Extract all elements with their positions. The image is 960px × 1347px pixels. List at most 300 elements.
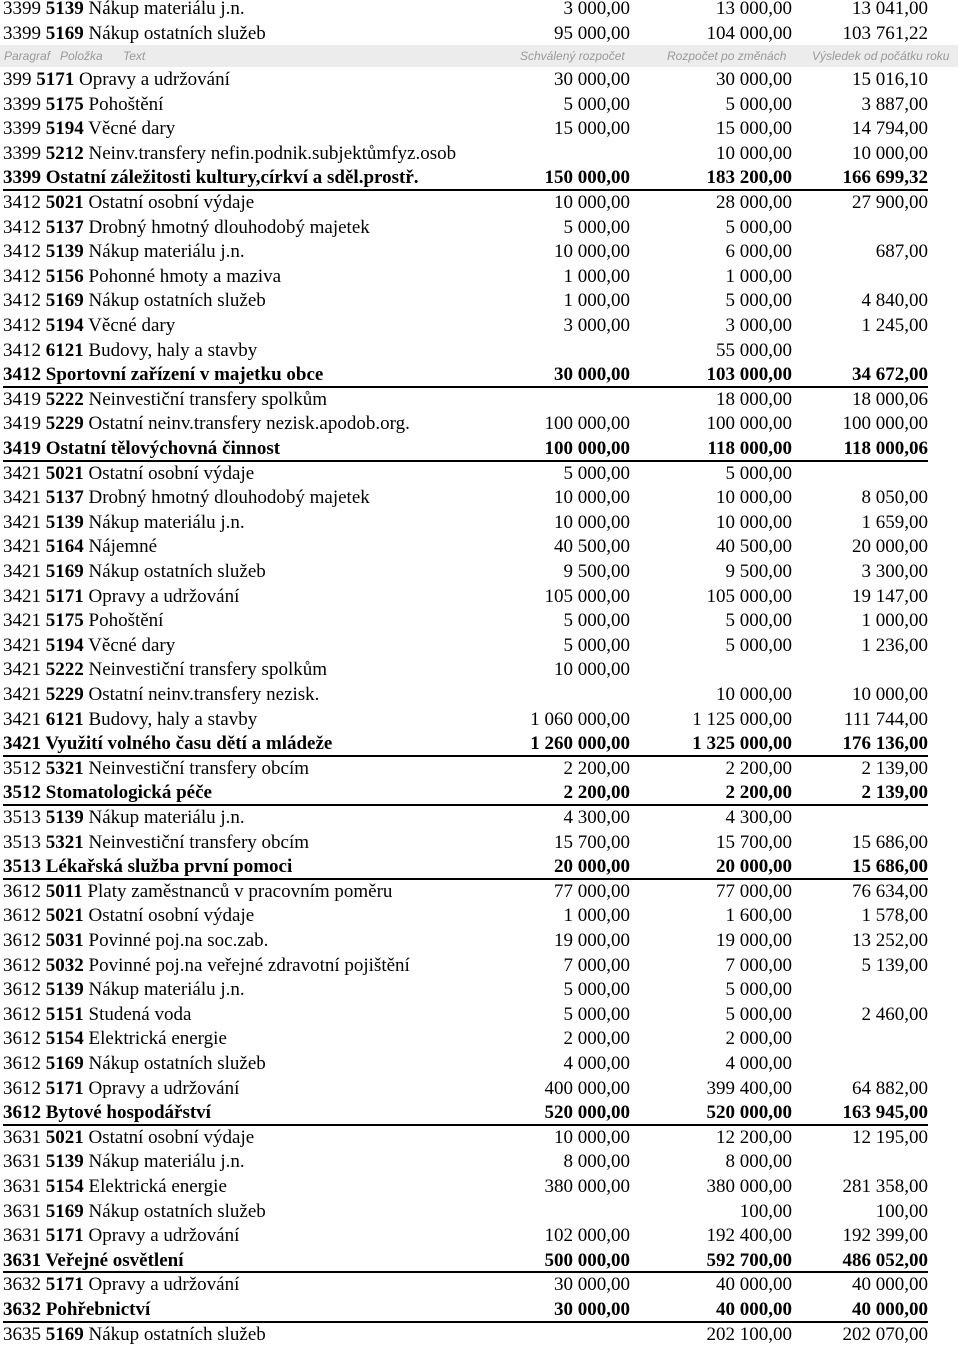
schvaleny-rozpocet-value: 10 000,00 — [554, 487, 630, 509]
row-code — [3, 22, 266, 46]
paragraf-code: 3412 — [3, 290, 41, 312]
paragraf-code: 3399 — [3, 22, 41, 44]
row-text: Nákup ostatních služeb — [88, 561, 266, 582]
schvaleny-rozpocet-value: 4 000,00 — [563, 1053, 630, 1074]
paragraf-code: 3632 — [3, 1274, 41, 1296]
schvaleny-rozpocet-value: 100 000,00 — [544, 438, 630, 459]
vysledek-value: 13 252,00 — [852, 930, 928, 951]
schvaleny-rozpocet-value: 19 000,00 — [554, 930, 630, 951]
row-code — [3, 1298, 150, 1322]
row-text: Pohoštění — [88, 93, 164, 115]
row-text: Budovy, haly a stavby — [88, 339, 258, 361]
schvaleny-rozpocet-value: 5 000,00 — [563, 462, 630, 484]
row-code — [3, 511, 245, 535]
table-row — [0, 22, 960, 47]
row-text: Věcné dary — [88, 634, 176, 656]
rozpocet-po-zmenach-value: 100,00 — [739, 1200, 792, 1222]
schvaleny-rozpocet-value: 2 200,00 — [563, 782, 630, 804]
rozpocet-po-zmenach-value: 10 000,00 — [716, 511, 792, 533]
row-text: Drobný hmotný dlouhodobý majetek — [88, 487, 370, 509]
polozka-code: 5021 — [45, 1126, 84, 1148]
table-row — [0, 142, 960, 167]
vysledek-value: 27 900,00 — [852, 192, 928, 213]
polozka-code: 5169 — [45, 290, 84, 312]
row-code — [3, 585, 239, 609]
vysledek-value: 166 699,32 — [842, 167, 928, 189]
row-text: Pohonné hmoty a maziva — [88, 265, 282, 287]
polozka-code: 6121 — [45, 339, 84, 361]
table-row — [0, 462, 960, 487]
paragraf-code: 3631 — [3, 1249, 41, 1271]
schvaleny-rozpocet-value: 520 000,00 — [544, 1102, 630, 1124]
schvaleny-rozpocet-value: 9 500,00 — [563, 561, 630, 582]
row-text: Nákup materiálu j.n. — [88, 1151, 245, 1173]
paragraf-code: 3612 — [3, 979, 41, 1001]
rozpocet-po-zmenach-value: 9 500,00 — [725, 561, 792, 582]
vysledek-value: 40 000,00 — [852, 1274, 928, 1296]
header-vysledek: Výsledek od počátku roku — [812, 49, 950, 63]
row-code — [3, 781, 212, 805]
paragraf-code: 3412 — [3, 216, 41, 238]
row-code — [3, 0, 245, 21]
vysledek-value: 15 686,00 — [852, 831, 928, 853]
row-text: Neinvestiční transfery spolkům — [88, 659, 328, 681]
paragraf-code: 3631 — [3, 1225, 41, 1247]
table-row — [0, 191, 960, 216]
row-text: Využití volného času dětí a mládeže — [45, 733, 333, 755]
polozka-code: 5021 — [45, 462, 84, 484]
row-code — [3, 757, 309, 781]
schvaleny-rozpocet-value: 5 000,00 — [563, 1003, 630, 1025]
rozpocet-po-zmenach-value: 18 000,00 — [716, 388, 792, 410]
vysledek-value: 64 882,00 — [852, 1077, 928, 1099]
row-text: Opravy a udržování — [88, 1225, 240, 1247]
polozka-code: 5175 — [45, 610, 84, 632]
paragraf-code: 3631 — [3, 1200, 41, 1222]
row-code — [3, 68, 230, 92]
paragraf-code: 3421 — [3, 659, 41, 681]
row-code — [3, 388, 327, 412]
table-row — [0, 978, 960, 1003]
polozka-code: 5139 — [45, 979, 84, 1001]
row-code — [3, 880, 392, 904]
row-code — [3, 560, 266, 584]
table-row — [0, 1175, 960, 1200]
schvaleny-rozpocet-value: 4 300,00 — [563, 807, 630, 828]
rozpocet-po-zmenach-value: 7 000,00 — [725, 954, 792, 976]
row-code — [3, 1077, 239, 1101]
table-row — [0, 117, 960, 142]
schvaleny-rozpocet-value: 1 000,00 — [563, 290, 630, 312]
table-row — [0, 289, 960, 314]
table-row — [0, 831, 960, 856]
row-code — [3, 117, 175, 141]
paragraf-code: 3631 — [3, 1151, 41, 1173]
paragraf-code: 3421 — [3, 733, 41, 755]
summary-row — [0, 437, 960, 462]
schvaleny-rozpocet-value: 1 060 000,00 — [530, 708, 630, 730]
schvaleny-rozpocet-value: 10 000,00 — [554, 241, 630, 263]
row-text: Nákup materiálu j.n. — [88, 979, 245, 1001]
polozka-code: 5171 — [45, 1077, 84, 1099]
row-text: Opravy a udržování — [88, 1077, 240, 1099]
rozpocet-po-zmenach-value: 10 000,00 — [716, 487, 792, 509]
polozka-code: 5229 — [45, 413, 84, 435]
row-text: Studená voda — [88, 1003, 192, 1025]
vysledek-value: 687,00 — [875, 241, 928, 263]
table-row — [0, 1150, 960, 1175]
paragraf-code: 3412 — [3, 315, 41, 336]
row-text: Platy zaměstnanců v pracovním poměru — [87, 880, 393, 902]
table-row — [0, 806, 960, 831]
rozpocet-po-zmenach-value: 5 000,00 — [725, 290, 792, 312]
row-text: Elektrická energie — [88, 1028, 227, 1050]
schvaleny-rozpocet-value: 105 000,00 — [544, 585, 630, 607]
schvaleny-rozpocet-value: 2 000,00 — [563, 1028, 630, 1050]
paragraf-code: 3612 — [3, 1077, 41, 1099]
row-text: Pohoštění — [88, 610, 164, 632]
rozpocet-po-zmenach-value: 1 125 000,00 — [692, 708, 792, 730]
schvaleny-rozpocet-value: 380 000,00 — [544, 1176, 630, 1197]
rozpocet-po-zmenach-value: 20 000,00 — [716, 856, 792, 878]
polozka-code: 5164 — [45, 536, 84, 558]
rozpocet-po-zmenach-value: 520 000,00 — [706, 1102, 792, 1124]
schvaleny-rozpocet-value: 10 000,00 — [554, 511, 630, 533]
schvaleny-rozpocet-value: 30 000,00 — [554, 1274, 630, 1296]
row-text: Nákup materiálu j.n. — [88, 241, 245, 263]
row-text: Sportovní zařízení v majetku obce — [45, 364, 324, 386]
paragraf-code: 3421 — [3, 610, 41, 632]
rozpocet-po-zmenach-value: 5 000,00 — [725, 634, 792, 656]
row-text: Neinv.transfery nefin.podnik.subjektůmfyz.osob — [88, 142, 457, 164]
row-code — [3, 658, 327, 682]
table-row — [0, 929, 960, 954]
paragraf-code: 3513 — [3, 807, 41, 828]
rozpocet-po-zmenach-value: 5 000,00 — [725, 462, 792, 484]
row-text: Neinvestiční transfery obcím — [88, 831, 310, 853]
rozpocet-po-zmenach-value: 192 400,00 — [706, 1225, 792, 1247]
paragraf-code: 3412 — [3, 364, 41, 386]
row-code — [3, 1273, 239, 1297]
vysledek-value: 14 794,00 — [852, 118, 928, 140]
row-code — [3, 1126, 254, 1150]
rozpocet-po-zmenach-value: 77 000,00 — [716, 880, 792, 902]
polozka-code: 5171 — [36, 69, 75, 90]
paragraf-code: 3632 — [3, 1299, 41, 1320]
rozpocet-po-zmenach-value: 13 000,00 — [716, 0, 792, 19]
paragraf-code: 399 — [3, 69, 32, 90]
rozpocet-po-zmenach-value: 30 000,00 — [716, 69, 792, 90]
polozka-code: 5321 — [45, 831, 84, 853]
polozka-code: 5222 — [45, 388, 84, 410]
polozka-code: 5321 — [45, 757, 84, 779]
row-text: Nákup materiálu j.n. — [88, 0, 245, 19]
schvaleny-rozpocet-value: 10 000,00 — [554, 659, 630, 681]
vysledek-value: 13 041,00 — [852, 0, 928, 19]
schvaleny-rozpocet-value: 102 000,00 — [544, 1225, 630, 1247]
paragraf-code: 3412 — [3, 265, 41, 287]
vysledek-value: 5 139,00 — [861, 954, 928, 976]
schvaleny-rozpocet-value: 3 000,00 — [563, 315, 630, 336]
summary-row — [0, 1101, 960, 1126]
polozka-code: 5194 — [45, 634, 84, 656]
paragraf-code: 3399 — [3, 142, 41, 164]
vysledek-value: 1 236,00 — [861, 634, 928, 656]
row-text: Opravy a udržování — [79, 69, 230, 90]
row-code — [3, 191, 254, 215]
paragraf-code: 3399 — [3, 0, 41, 19]
vysledek-value: 3 887,00 — [861, 93, 928, 115]
paragraf-code: 3421 — [3, 684, 41, 705]
vysledek-value: 20 000,00 — [852, 536, 928, 558]
schvaleny-rozpocet-value: 2 200,00 — [563, 757, 630, 779]
polozka-code: 5032 — [45, 954, 84, 976]
schvaleny-rozpocet-value: 30 000,00 — [554, 69, 630, 90]
vysledek-value: 1 659,00 — [861, 511, 928, 533]
row-code — [3, 1323, 266, 1347]
table-row — [0, 93, 960, 118]
vysledek-value: 3 300,00 — [861, 561, 928, 582]
vysledek-value: 15 016,10 — [852, 69, 928, 90]
rozpocet-po-zmenach-value: 2 200,00 — [725, 757, 792, 779]
polozka-code: 5169 — [45, 22, 84, 44]
vysledek-value: 202 070,00 — [842, 1323, 928, 1345]
column-header-bar — [0, 45, 958, 67]
row-code — [3, 954, 410, 978]
table-row — [0, 265, 960, 290]
row-code — [3, 486, 370, 510]
polozka-code: 5169 — [45, 1200, 84, 1222]
rozpocet-po-zmenach-value: 105 000,00 — [706, 585, 792, 607]
schvaleny-rozpocet-value: 8 000,00 — [563, 1151, 630, 1173]
schvaleny-rozpocet-value: 5 000,00 — [563, 216, 630, 238]
rozpocet-po-zmenach-value: 12 200,00 — [716, 1126, 792, 1148]
polozka-code: 5151 — [45, 1003, 84, 1025]
paragraf-code: 3399 — [3, 167, 41, 189]
table-row — [0, 880, 960, 905]
polozka-code: 5212 — [45, 142, 84, 164]
polozka-code: 5154 — [45, 1028, 84, 1050]
rozpocet-po-zmenach-value: 1 000,00 — [725, 265, 792, 287]
summary-row — [0, 1249, 960, 1274]
rozpocet-po-zmenach-value: 592 700,00 — [706, 1249, 792, 1271]
row-text: Stomatologická péče — [45, 782, 212, 804]
polozka-code: 5169 — [45, 1053, 84, 1074]
header-schvaleny-rozpocet: Schválený rozpočet — [520, 49, 625, 63]
vysledek-value: 281 358,00 — [842, 1176, 928, 1197]
polozka-code: 5169 — [45, 561, 84, 582]
rozpocet-po-zmenach-value: 15 700,00 — [716, 831, 792, 853]
schvaleny-rozpocet-value: 15 000,00 — [554, 118, 630, 140]
polozka-code: 5021 — [45, 192, 84, 213]
schvaleny-rozpocet-value: 20 000,00 — [554, 856, 630, 878]
rozpocet-po-zmenach-value: 104 000,00 — [706, 22, 792, 44]
row-text: Nákup ostatních služeb — [88, 1200, 266, 1222]
row-code — [3, 339, 257, 363]
table-row — [0, 1077, 960, 1102]
rozpocet-po-zmenach-value: 8 000,00 — [725, 1151, 792, 1173]
vysledek-value: 40 000,00 — [852, 1299, 928, 1320]
row-text: Veřejné osvětlení — [45, 1249, 184, 1271]
table-row — [0, 1323, 960, 1347]
polozka-code: 5171 — [45, 1225, 84, 1247]
paragraf-code: 3612 — [3, 905, 41, 927]
row-code — [3, 1027, 227, 1051]
vysledek-value: 4 840,00 — [861, 290, 928, 312]
vysledek-value: 2 460,00 — [861, 1003, 928, 1025]
rozpocet-po-zmenach-value: 28 000,00 — [716, 192, 792, 213]
table-row — [0, 412, 960, 437]
table-row — [0, 1052, 960, 1077]
row-text: Bytové hospodářství — [45, 1102, 211, 1124]
polozka-code: 5171 — [45, 585, 84, 607]
polozka-code: 6121 — [45, 708, 84, 730]
row-text: Nájemné — [88, 536, 158, 558]
row-code — [3, 142, 456, 166]
polozka-code: 5139 — [45, 807, 84, 828]
paragraf-code: 3635 — [3, 1323, 41, 1345]
vysledek-value: 163 945,00 — [842, 1102, 928, 1124]
row-code — [3, 732, 332, 756]
paragraf-code: 3421 — [3, 585, 41, 607]
schvaleny-rozpocet-value: 150 000,00 — [544, 167, 630, 189]
row-code — [3, 1200, 266, 1224]
paragraf-code: 3419 — [3, 438, 41, 459]
rozpocet-po-zmenach-value: 15 000,00 — [716, 118, 792, 140]
header-rozpocet-po-zmenach: Rozpočet po změnách — [667, 49, 787, 63]
rozpocet-po-zmenach-value: 4 000,00 — [725, 1053, 792, 1074]
polozka-code: 5139 — [45, 241, 84, 263]
table-row — [0, 388, 960, 413]
table-row — [0, 314, 960, 339]
header-paragraf: Paragraf — [4, 49, 51, 63]
row-code — [3, 634, 175, 658]
row-code — [3, 363, 323, 387]
rozpocet-po-zmenach-value: 40 500,00 — [716, 536, 792, 558]
row-text: Ostatní záležitosti kultury,církví a sděl.prostř. — [45, 167, 419, 189]
vysledek-value: 8 050,00 — [861, 487, 928, 509]
row-text: Nákup ostatních služeb — [88, 290, 266, 312]
row-text: Ostatní osobní výdaje — [88, 905, 255, 927]
row-text: Lékařská služba první pomoci — [45, 856, 293, 878]
rozpocet-po-zmenach-value: 40 000,00 — [716, 1274, 792, 1296]
vysledek-value: 10 000,00 — [852, 142, 928, 164]
row-code — [3, 708, 257, 732]
schvaleny-rozpocet-value: 30 000,00 — [554, 1299, 630, 1320]
row-text: Nákup materiálu j.n. — [88, 511, 245, 533]
vysledek-value: 19 147,00 — [852, 585, 928, 607]
row-code — [3, 289, 266, 313]
rozpocet-po-zmenach-value: 118 000,00 — [707, 438, 792, 459]
row-text: Ostatní osobní výdaje — [88, 1126, 255, 1148]
row-text: Ostatní tělovýchovná činnost — [45, 438, 281, 459]
row-code — [3, 683, 319, 707]
table-row — [0, 68, 960, 93]
row-code — [3, 831, 309, 855]
rozpocet-po-zmenach-value: 5 000,00 — [725, 1003, 792, 1025]
row-text: Opravy a udržování — [88, 585, 240, 607]
paragraf-code: 3419 — [3, 413, 41, 435]
table-row — [0, 216, 960, 241]
row-text: Pohřebnictví — [45, 1299, 151, 1320]
polozka-code: 5139 — [45, 1151, 84, 1173]
vysledek-value: 76 634,00 — [852, 880, 928, 902]
schvaleny-rozpocet-value: 95 000,00 — [554, 22, 630, 44]
vysledek-value: 176 136,00 — [842, 733, 928, 755]
row-text: Nákup materiálu j.n. — [88, 807, 245, 828]
row-text: Neinvestiční transfery obcím — [88, 757, 310, 779]
rozpocet-po-zmenach-value: 2 200,00 — [725, 782, 792, 804]
vysledek-value: 100,00 — [875, 1200, 928, 1222]
vysledek-value: 2 139,00 — [861, 757, 928, 779]
row-code — [3, 1224, 239, 1248]
polozka-code: 5137 — [45, 216, 84, 238]
polozka-code: 5137 — [45, 487, 84, 509]
schvaleny-rozpocet-value: 3 000,00 — [563, 0, 630, 19]
table-row — [0, 609, 960, 634]
row-text: Budovy, haly a stavby — [88, 708, 258, 730]
vysledek-value: 2 139,00 — [861, 782, 928, 804]
row-code — [3, 462, 254, 486]
table-row — [0, 954, 960, 979]
paragraf-code: 3631 — [3, 1126, 41, 1148]
row-code — [3, 314, 175, 338]
rozpocet-po-zmenach-value: 202 100,00 — [706, 1323, 792, 1345]
row-text: Ostatní neinv.transfery nezisk. — [88, 684, 320, 705]
polozka-code: 5222 — [45, 659, 84, 681]
row-text: Ostatní neinv.transfery nezisk.apodob.org. — [88, 413, 410, 435]
row-text: Věcné dary — [88, 118, 176, 140]
rozpocet-po-zmenach-value: 103 000,00 — [706, 364, 792, 386]
row-code — [3, 904, 254, 928]
table-row — [0, 1224, 960, 1249]
row-text: Nákup ostatních služeb — [88, 1053, 266, 1074]
polozka-code: 5169 — [45, 1323, 84, 1345]
schvaleny-rozpocet-value: 500 000,00 — [544, 1249, 630, 1271]
row-code — [3, 1101, 211, 1125]
rozpocet-po-zmenach-value: 55 000,00 — [716, 339, 792, 361]
row-code — [3, 437, 280, 461]
vysledek-value: 1 245,00 — [861, 315, 928, 336]
polozka-code: 5171 — [45, 1274, 84, 1296]
row-code — [3, 240, 245, 264]
row-code — [3, 1150, 245, 1174]
row-text: Neinvestiční transfery spolkům — [88, 388, 328, 410]
summary-row — [0, 363, 960, 388]
table-row — [0, 683, 960, 708]
table-row — [0, 560, 960, 585]
table-row — [0, 1003, 960, 1028]
schvaleny-rozpocet-value: 5 000,00 — [563, 634, 630, 656]
row-text: Ostatní osobní výdaje — [88, 192, 255, 213]
paragraf-code: 3612 — [3, 954, 41, 976]
summary-row — [0, 1298, 960, 1323]
row-text: Drobný hmotný dlouhodobý majetek — [88, 216, 370, 238]
row-code — [3, 166, 419, 190]
vysledek-value: 15 686,00 — [852, 856, 928, 878]
row-code — [3, 93, 163, 117]
row-text: Ostatní osobní výdaje — [88, 462, 255, 484]
polozka-code: 5194 — [45, 315, 84, 336]
row-code — [3, 265, 281, 289]
summary-row — [0, 732, 960, 757]
schvaleny-rozpocet-value: 5 000,00 — [563, 979, 630, 1001]
paragraf-code: 3612 — [3, 1102, 41, 1124]
paragraf-code: 3612 — [3, 1028, 41, 1050]
row-text: Nákup ostatních služeb — [88, 22, 266, 44]
table-row — [0, 240, 960, 265]
paragraf-code: 3421 — [3, 634, 41, 656]
